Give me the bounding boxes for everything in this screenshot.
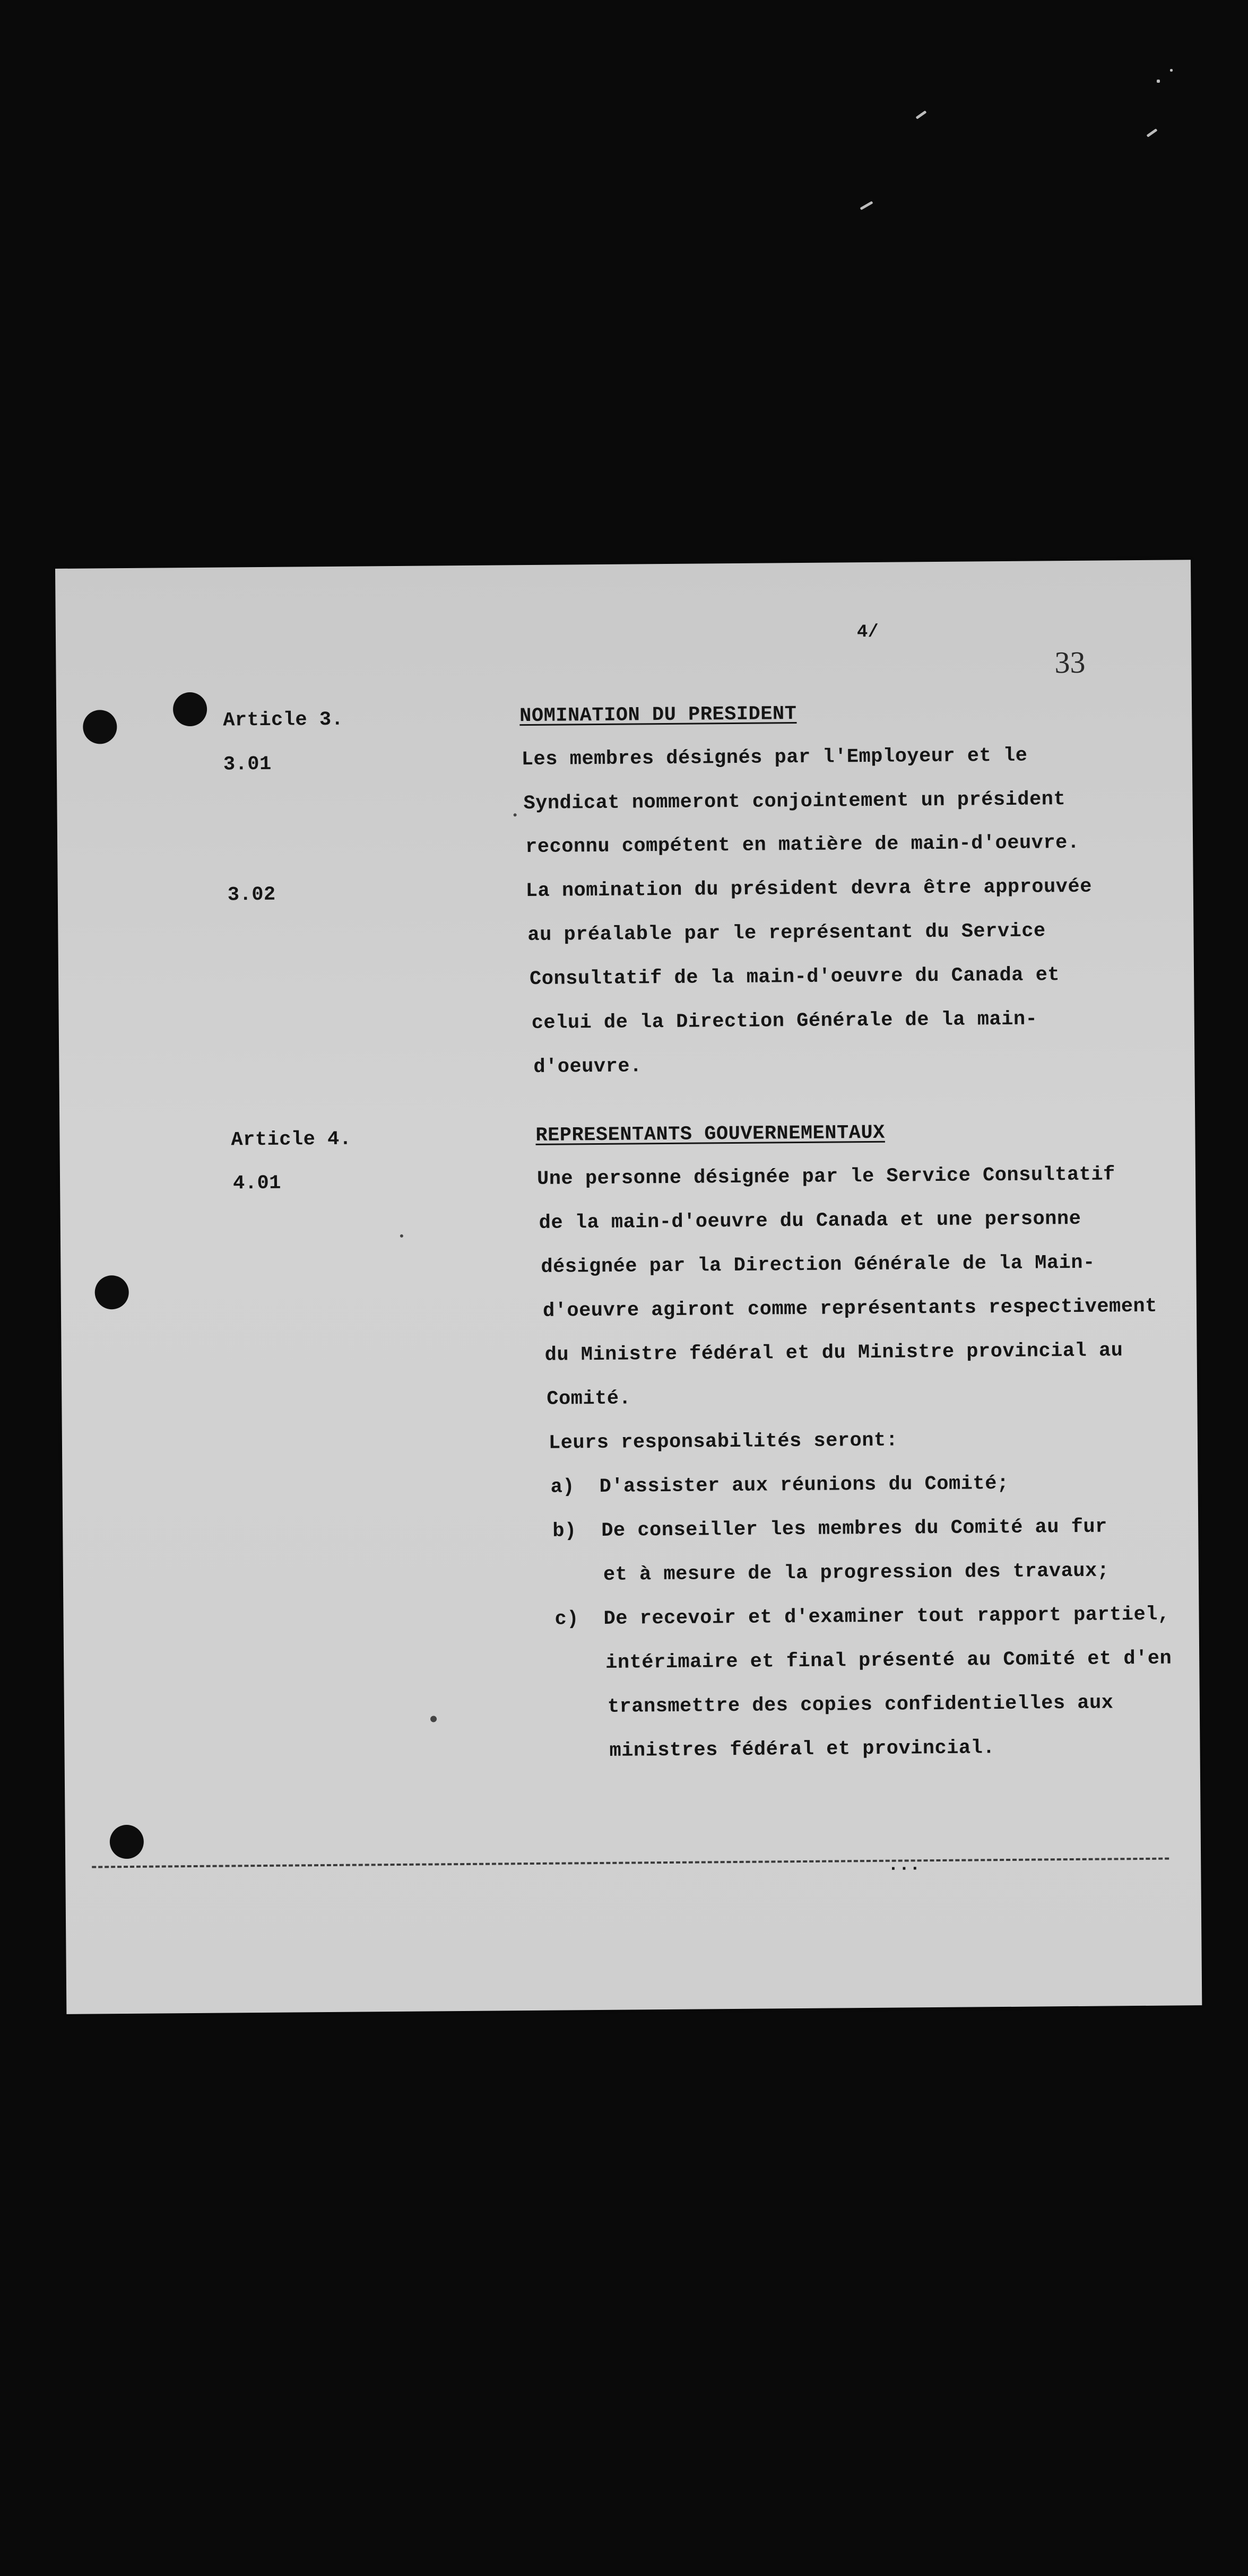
stray-dot [400,1234,403,1238]
continuation-mark: ... [888,1855,921,1876]
item-marker: b) [552,1520,577,1543]
dust-speck [1157,80,1160,83]
section-4-01-line: d'oeuvre agiront comme représentants respectivement [542,1295,1158,1322]
page-mark: 4/ [856,622,879,643]
section-3-02-line: celui de la Direction Générale de la main- [531,1008,1038,1034]
section-4-01-line: du Ministre fédéral et du Ministre provincial au [544,1339,1123,1367]
section-3-01-line: reconnu compétent en matière de main-d'oeuvre. [525,831,1080,859]
document-page [55,560,1202,2014]
section-4-01-line: de la main-d'oeuvre du Canada et une personne [539,1207,1081,1234]
article-3-label: Article 3. [223,708,344,732]
page-number: 33 [1054,645,1086,680]
section-3-02-line: La nomination du président devra être approuvée [525,875,1093,903]
punch-hole [83,710,117,744]
punch-hole [173,692,207,727]
item-line: D'assister aux réunions du Comité; [599,1472,1009,1498]
dust-speck [1147,128,1158,137]
item-line: De recevoir et d'examiner tout rapport partiel, [603,1603,1170,1630]
item-line: transmettre des copies confidentielles aux [607,1692,1114,1718]
section-3-02-line: Consultatif de la main-d'oeuvre du Canada et [529,964,1060,991]
stray-dot [514,813,517,816]
section-3-02-number: 3.02 [227,883,276,907]
section-3-01-number: 3.01 [223,753,272,776]
item-marker: a) [550,1476,575,1499]
responsibilities-intro: Leurs responsabilités seront: [548,1429,898,1455]
punch-hole [94,1275,129,1310]
section-3-01-line: Les membres désignés par l'Employeur et le [521,744,1028,771]
section-3-02-line: au préalable par le représentant du Service [527,920,1046,947]
section-4-01-number: 4.01 [232,1172,282,1195]
section-3-02-line: d'oeuvre. [533,1055,642,1078]
item-marker: c) [554,1608,579,1631]
item-line: De conseiller les membres du Comité au fur [601,1516,1107,1542]
dust-speck [916,110,927,119]
section-4-01-line: Une personne désignée par le Service Consultatif [536,1163,1115,1190]
dust-speck [1170,69,1173,72]
article-3-heading: NOMINATION DU PRESIDENT [519,703,797,728]
item-line: ministres fédéral et provincial. [609,1737,995,1762]
article-4-label: Article 4. [231,1128,352,1152]
stray-dot [430,1716,437,1722]
dust-speck [860,201,873,210]
section-4-01-line: désignée par la Direction Générale de la Main- [541,1251,1095,1278]
punch-hole [110,1825,144,1859]
item-line: intérimaire et final présenté au Comité et d'en [605,1647,1172,1674]
item-line: et à mesure de la progression des travaux; [603,1560,1110,1586]
footer-dashed-rule [92,1858,1169,1868]
article-4-heading: REPRESENTANTS GOUVERNEMENTAUX [535,1121,885,1147]
section-4-01-line: Comité. [547,1387,631,1411]
section-3-01-line: Syndicat nommeront conjointement un président [523,788,1066,815]
